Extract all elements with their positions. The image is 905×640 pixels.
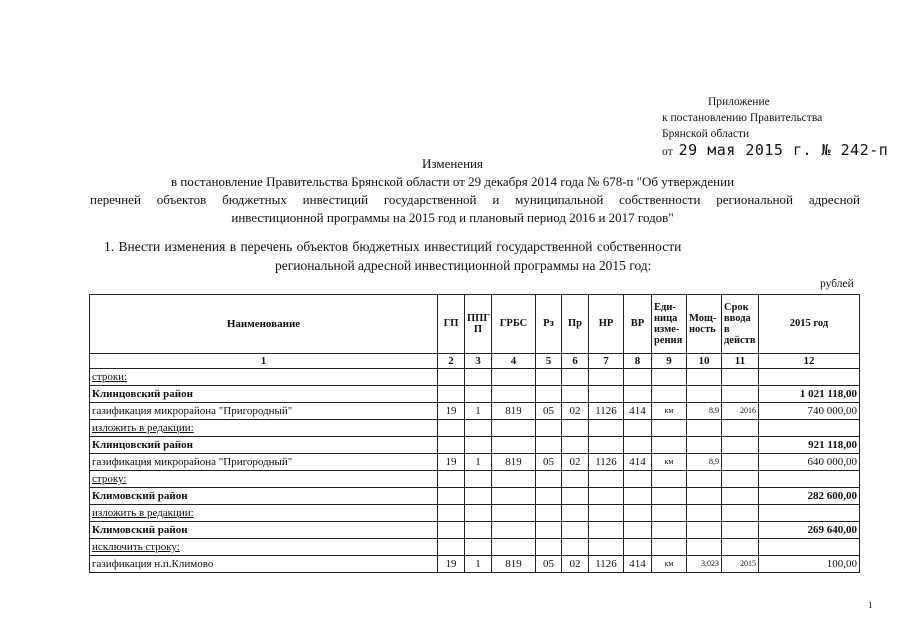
cell-name: исключить строку: (90, 539, 438, 556)
cell-name: изложить в редакции: (90, 505, 438, 522)
column-number: 7 (589, 354, 624, 369)
cell-pr (562, 522, 589, 539)
cell-pr: 02 (562, 403, 589, 420)
cell-ppgp (465, 539, 492, 556)
cell-term (722, 454, 759, 471)
cell-power (687, 386, 722, 403)
cell-name: Климовский район (90, 522, 438, 539)
cell-vr (624, 488, 652, 505)
cell-nr (589, 386, 624, 403)
header-gp: ГП (438, 295, 465, 354)
cell-name: газификация н.п.Климово (90, 556, 438, 573)
cell-rz (536, 505, 562, 522)
cell-vr (624, 437, 652, 454)
cell-vr: 414 (624, 403, 652, 420)
cell-term: 2015 (722, 556, 759, 573)
cell-vr (624, 522, 652, 539)
cell-nr (589, 420, 624, 437)
cell-grbs (492, 386, 536, 403)
cell-name: строку: (90, 471, 438, 488)
cell-rz (536, 437, 562, 454)
cell-sum: 282 600,00 (759, 488, 860, 505)
cell-rz (536, 386, 562, 403)
column-number: 1 (90, 354, 438, 369)
column-number: 5 (536, 354, 562, 369)
cell-power (687, 420, 722, 437)
cell-nr (589, 522, 624, 539)
currency-label: рублей (820, 278, 854, 290)
cell-unit: км (652, 403, 687, 420)
cell-term: 2016 (722, 403, 759, 420)
cell-gp (438, 522, 465, 539)
cell-grbs (492, 471, 536, 488)
cell-gp (438, 505, 465, 522)
cell-rz: 05 (536, 403, 562, 420)
cell-gp (438, 471, 465, 488)
column-number: 10 (687, 354, 722, 369)
cell-unit (652, 522, 687, 539)
header-term: Срок ввода в действ (722, 295, 759, 354)
column-number: 2 (438, 354, 465, 369)
cell-pr (562, 471, 589, 488)
cell-vr (624, 420, 652, 437)
cell-grbs (492, 505, 536, 522)
cell-unit (652, 437, 687, 454)
cell-nr (589, 539, 624, 556)
appendix-line: Брянской области (662, 128, 750, 140)
header-unit: Еди- ница изме- рения (652, 295, 687, 354)
cell-unit (652, 420, 687, 437)
cell-vr (624, 386, 652, 403)
cell-nr: 1126 (589, 556, 624, 573)
cell-ppgp: 1 (465, 556, 492, 573)
cell-power (687, 369, 722, 386)
appendix-from-label: от (662, 146, 673, 158)
cell-sum (759, 369, 860, 386)
cell-power: 3,023 (687, 556, 722, 573)
cell-ppgp (465, 471, 492, 488)
header-vr: ВР (624, 295, 652, 354)
header-rz: Рз (536, 295, 562, 354)
cell-unit (652, 386, 687, 403)
cell-sum (759, 420, 860, 437)
cell-ppgp (465, 505, 492, 522)
cell-grbs (492, 488, 536, 505)
cell-ppgp (465, 386, 492, 403)
cell-sum: 921 118,00 (759, 437, 860, 454)
table-row (90, 471, 860, 488)
heading-line: инвестиционной программы на 2015 год и плановый период 2016 и 2017 годов" (231, 210, 674, 225)
cell-rz (536, 539, 562, 556)
cell-grbs (492, 522, 536, 539)
cell-grbs (492, 539, 536, 556)
cell-rz (536, 522, 562, 539)
document-title: Изменения (422, 156, 483, 171)
cell-unit (652, 471, 687, 488)
cell-vr (624, 539, 652, 556)
table-row (90, 386, 860, 403)
cell-name: изложить в редакции: (90, 420, 438, 437)
cell-term (722, 386, 759, 403)
page-number: 1 (868, 600, 873, 610)
cell-grbs (492, 420, 536, 437)
cell-power (687, 505, 722, 522)
column-number: 3 (465, 354, 492, 369)
cell-power (687, 522, 722, 539)
cell-rz (536, 420, 562, 437)
cell-power: 8,9 (687, 454, 722, 471)
cell-pr: 02 (562, 556, 589, 573)
cell-ppgp: 1 (465, 454, 492, 471)
cell-vr (624, 505, 652, 522)
cell-term (722, 488, 759, 505)
cell-gp (438, 539, 465, 556)
table-row (90, 539, 860, 556)
cell-vr (624, 471, 652, 488)
cell-name: Клинцовский район (90, 386, 438, 403)
cell-power (687, 471, 722, 488)
cell-vr: 414 (624, 556, 652, 573)
cell-gp: 19 (438, 403, 465, 420)
cell-gp (438, 488, 465, 505)
cell-sum (759, 539, 860, 556)
cell-nr (589, 437, 624, 454)
cell-nr (589, 369, 624, 386)
cell-sum: 1 021 118,00 (759, 386, 860, 403)
cell-name: Климовский район (90, 488, 438, 505)
cell-gp (438, 420, 465, 437)
column-number: 11 (722, 354, 759, 369)
header-power: Мощ- ность (687, 295, 722, 354)
heading-line: в постановление Правительства Брянской области от 29 декабря 2014 года № 678-п "Об утверждении (170, 174, 735, 189)
investment-table (89, 294, 860, 573)
table-row (90, 556, 860, 573)
cell-gp: 19 (438, 556, 465, 573)
table-row (90, 505, 860, 522)
table-row (90, 522, 860, 539)
cell-unit (652, 488, 687, 505)
cell-pr (562, 505, 589, 522)
cell-pr (562, 539, 589, 556)
point-text: региональной адресной инвестиционной программы на 2015 год: (275, 258, 652, 273)
cell-sum (759, 471, 860, 488)
cell-name: строки: (90, 369, 438, 386)
table-row (90, 488, 860, 505)
cell-name: газификация микрорайона "Пригородный" (90, 403, 438, 420)
cell-sum: 100,00 (759, 556, 860, 573)
cell-name: газификация микрорайона "Пригородный" (90, 454, 438, 471)
cell-ppgp (465, 420, 492, 437)
column-number-row (90, 354, 860, 369)
cell-term (722, 539, 759, 556)
cell-term (722, 522, 759, 539)
cell-term (722, 505, 759, 522)
table-row (90, 420, 860, 437)
cell-pr (562, 369, 589, 386)
cell-unit: км (652, 556, 687, 573)
header-nr: НР (589, 295, 624, 354)
appendix-line: к постановлению Правительства (662, 112, 823, 124)
cell-unit: км (652, 454, 687, 471)
cell-pr (562, 488, 589, 505)
cell-rz (536, 369, 562, 386)
cell-pr: 02 (562, 454, 589, 471)
cell-rz: 05 (536, 556, 562, 573)
cell-grbs (492, 437, 536, 454)
cell-ppgp (465, 488, 492, 505)
cell-term (722, 420, 759, 437)
header-ppgp: ППГ П (465, 295, 492, 354)
cell-unit (652, 505, 687, 522)
cell-term (722, 369, 759, 386)
header-year: 2015 год (759, 295, 860, 354)
cell-grbs: 819 (492, 556, 536, 573)
cell-grbs (492, 369, 536, 386)
header-name: Наименование (90, 295, 438, 354)
cell-term (722, 471, 759, 488)
cell-nr: 1126 (589, 403, 624, 420)
cell-vr: 414 (624, 454, 652, 471)
column-number: 4 (492, 354, 536, 369)
cell-grbs: 819 (492, 403, 536, 420)
cell-ppgp: 1 (465, 403, 492, 420)
cell-gp: 19 (438, 454, 465, 471)
cell-term (722, 437, 759, 454)
cell-ppgp (465, 369, 492, 386)
cell-sum: 640 000,00 (759, 454, 860, 471)
cell-pr (562, 386, 589, 403)
appendix-date-number: 29 мая 2015 г. № 242-п (678, 141, 889, 159)
cell-ppgp (465, 522, 492, 539)
table-row (90, 369, 860, 386)
appendix-title: Приложение (708, 96, 770, 108)
cell-pr (562, 420, 589, 437)
table-row (90, 403, 860, 420)
heading-line: перечней объектов бюджетных инвестиций государственной и муниципальной собственности региональной адресной (90, 192, 860, 207)
column-number: 6 (562, 354, 589, 369)
table-row (90, 454, 860, 471)
table-row (90, 437, 860, 454)
cell-rz: 05 (536, 454, 562, 471)
cell-power (687, 437, 722, 454)
table-header-row (90, 295, 860, 354)
cell-ppgp (465, 437, 492, 454)
header-grbs: ГРБС (492, 295, 536, 354)
cell-nr (589, 488, 624, 505)
cell-power (687, 488, 722, 505)
cell-sum: 269 640,00 (759, 522, 860, 539)
cell-unit (652, 539, 687, 556)
cell-rz (536, 471, 562, 488)
cell-power: 8,9 (687, 403, 722, 420)
cell-rz (536, 488, 562, 505)
cell-vr (624, 369, 652, 386)
point-text: 1. Внести изменения в перечень объектов бюджетных инвестиций государственной собственности (104, 239, 682, 254)
cell-nr: 1126 (589, 454, 624, 471)
cell-power (687, 539, 722, 556)
column-number: 12 (759, 354, 860, 369)
column-number: 9 (652, 354, 687, 369)
cell-unit (652, 369, 687, 386)
cell-sum: 740 000,00 (759, 403, 860, 420)
cell-nr (589, 471, 624, 488)
cell-gp (438, 369, 465, 386)
cell-sum (759, 505, 860, 522)
column-number: 8 (624, 354, 652, 369)
header-pr: Пр (562, 295, 589, 354)
cell-name: Клинцовский район (90, 437, 438, 454)
cell-gp (438, 386, 465, 403)
cell-nr (589, 505, 624, 522)
cell-gp (438, 437, 465, 454)
cell-pr (562, 437, 589, 454)
cell-grbs: 819 (492, 454, 536, 471)
appendix-block (662, 94, 888, 160)
